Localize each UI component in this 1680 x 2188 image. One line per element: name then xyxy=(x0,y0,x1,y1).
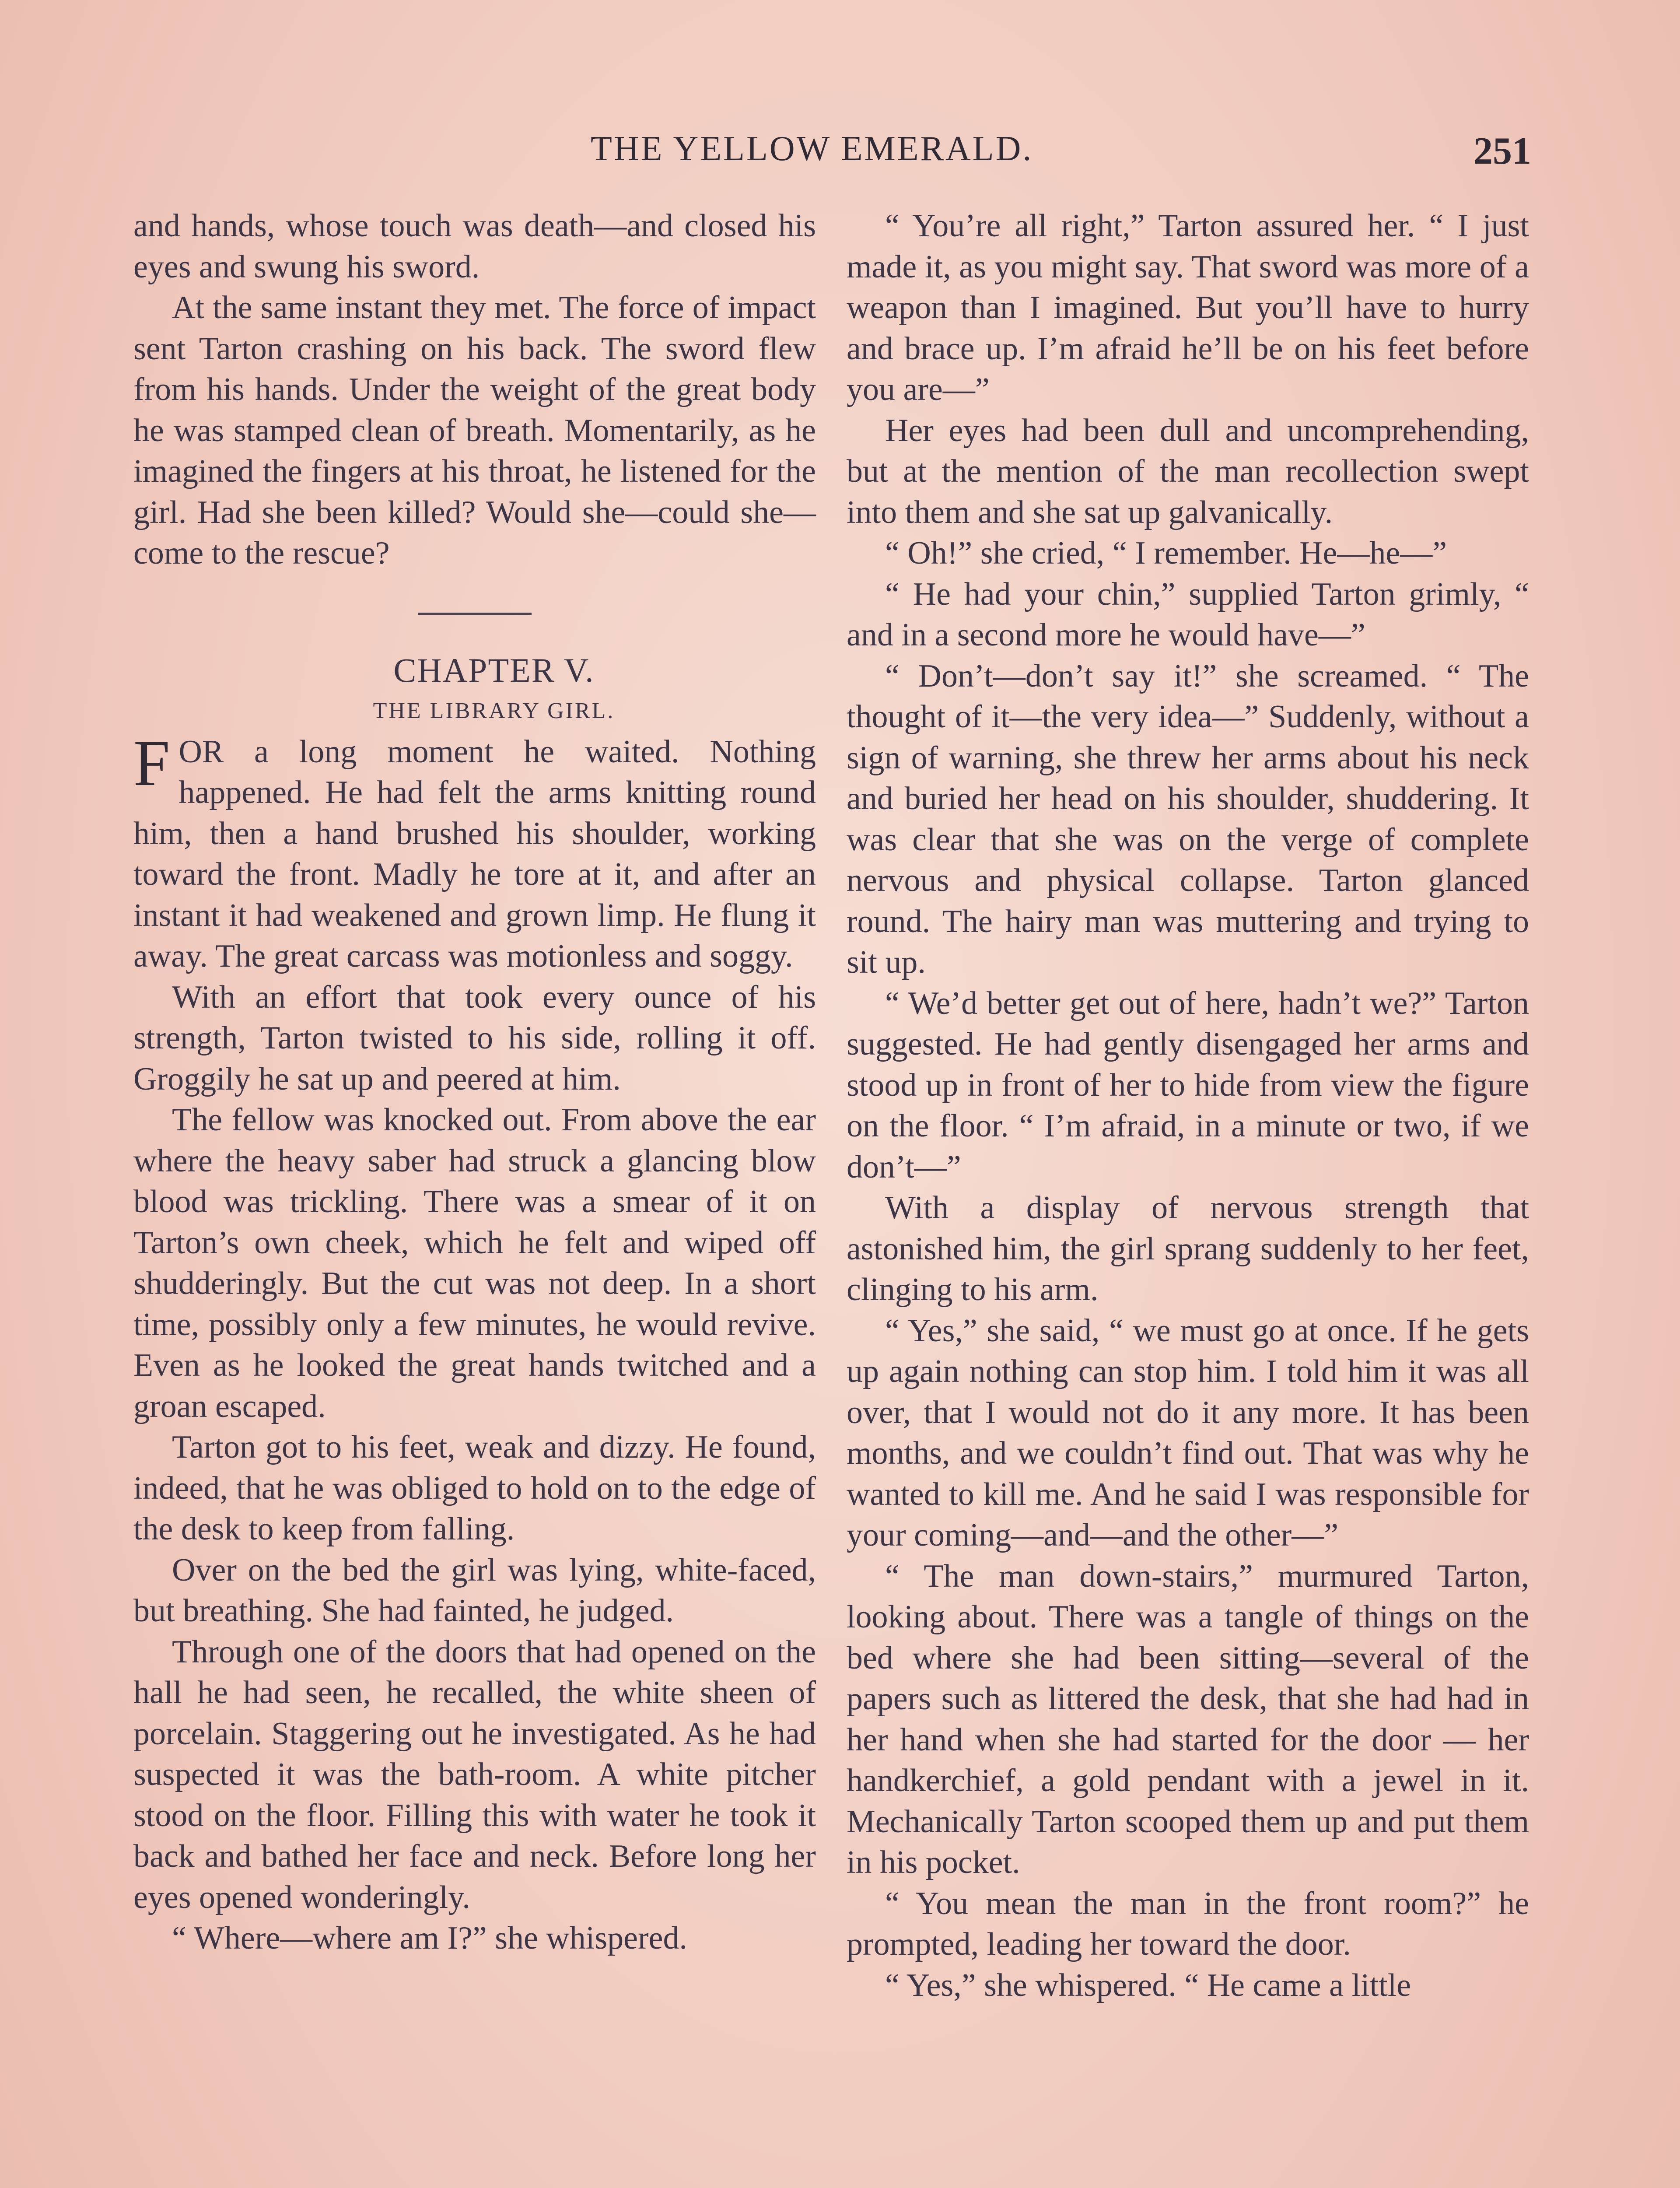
paragraph: “ We’d better get out of here, hadn’t we?” Tarton suggested. He had gently disengaged her arms and stood up in front of her to hide from view the figure on the floor. “ I’m afraid, in a minute or two, if we don’t—” xyxy=(847,985,1529,1185)
paragraph: “ The man down-stairs,” murmured Tarton, looking about. There was a tangle of things on the bed where she had been sitting—several of the papers such as littered the desk, that she had had in her hand when she had started for the door — her handkerchief, a gold pendant with a jewel in it. Mechanically Tarton scooped them up and put them in his pocket. xyxy=(847,1558,1529,1880)
paragraph: “ Yes,” she whispered. “ He came a little xyxy=(885,1967,1411,2003)
paragraph: Tarton got to his feet, weak and dizzy. He found, indeed, that he was obliged to hold on to the edge of the desk to keep from falling. xyxy=(133,1429,816,1547)
right-column xyxy=(847,206,1529,2006)
paragraph: and hands, whose touch was death—and closed his eyes and swung his sword. xyxy=(133,208,816,285)
paragraph: “ Yes,” she said, “ we must go at once. If he gets up again nothing can stop him. I told him it was all over, that I would not do it any more. It has been months, and we couldn’t find out. That was why he wanted to kill me. And he said I was responsible for your coming—and—and the other—” xyxy=(847,1312,1529,1553)
paragraph: Her eyes had been dull and uncomprehending, but at the mention of the man recollection swept into them and she sat up galvanically. xyxy=(847,412,1529,530)
chapter-subtitle: THE LIBRARY GIRL. xyxy=(373,698,615,723)
page-number: 251 xyxy=(1474,130,1531,172)
paragraph: “ Oh!” she cried, “ I remember. He—he—” xyxy=(885,535,1447,571)
paragraph: Through one of the doors that had opened on the hall he had seen, he recalled, the white sheen of porcelain. Staggering out he investigated. As he had suspected it was the bath-room. A white pitcher stood on the floor. Filling this with water he took it back and bathed her face and neck. Before long her eyes opened wonderingly. xyxy=(133,1634,816,1915)
paragraph: At the same instant they met. The force of impact sent Tarton crashing on his back. The sword flew from his hands. Under the weight of the great body he was stamped clean of breath. Momentarily, as he imagined the fingers at his throat, he listened for the girl. Had she been killed? Would she—could she—come to the rescue? xyxy=(133,290,816,571)
paragraph: “ Don’t—don’t say it!” she screamed. “ The thought of it—the very idea—” Suddenly, without a sign of warning, she threw her arms about his neck and buried her head on his shoulder, shuddering. It was clear that she was on the verge of complete nervous and physical collapse. Tarton glanced round. The hairy man was muttering and trying to sit up. xyxy=(847,658,1529,980)
running-title: THE YELLOW EMERALD. xyxy=(591,130,1033,168)
paragraph: “ You’re all right,” Tarton assured her. “ I just made it, as you might say. That sword was more of a weapon than I imagined. But you’ll have to hurry and brace up. I’m afraid he’ll be on his feet before you are—” xyxy=(847,208,1529,407)
paragraph: With an effort that took every ounce of his strength, Tarton twisted to his side, rolling it off. Groggily he sat up and peered at him. xyxy=(133,979,816,1097)
page-header xyxy=(131,129,1531,177)
paragraph: Over on the bed the girl was lying, white-faced, but breathing. She had fainted, he judged. xyxy=(133,1552,816,1629)
chapter-opening-paragraph xyxy=(133,726,816,977)
paragraph: “ He had your chin,” supplied Tarton grimly, “ and in a second more he would have—” xyxy=(847,576,1529,653)
chapter-title: CHAPTER V. xyxy=(393,651,595,689)
paragraph-text: OR a long moment he waited. Nothing happened. He had felt the arms knitting round him, then a hand brushed his shoulder, working toward the front. Madly he tore at it, and after an instant it had weakened and grown limp. He flung it away. The great carcass was motionless and soggy. xyxy=(133,733,816,974)
paragraph: With a display of nervous strength that astonished him, the girl sprang suddenly to her feet, clinging to his arm. xyxy=(847,1190,1529,1308)
paragraph: “ You mean the man in the front room?” he prompted, leading her toward the door. xyxy=(847,1885,1529,1962)
paragraph: “ Where—where am I?” she whispered. xyxy=(172,1920,687,1956)
drop-cap: F xyxy=(133,726,170,799)
left-column xyxy=(133,206,816,1959)
section-divider xyxy=(418,613,532,615)
paragraph: The fellow was knocked out. From above the ear where the heavy saber had struck a glancing blow blood was trickling. There was a smear of it on Tarton’s own cheek, which he felt and wiped off shudderingly. But the cut was not deep. In a short time, possibly only a few minutes, he would revive. Even as he looked the great hands twitched and a groan escaped. xyxy=(133,1102,816,1424)
